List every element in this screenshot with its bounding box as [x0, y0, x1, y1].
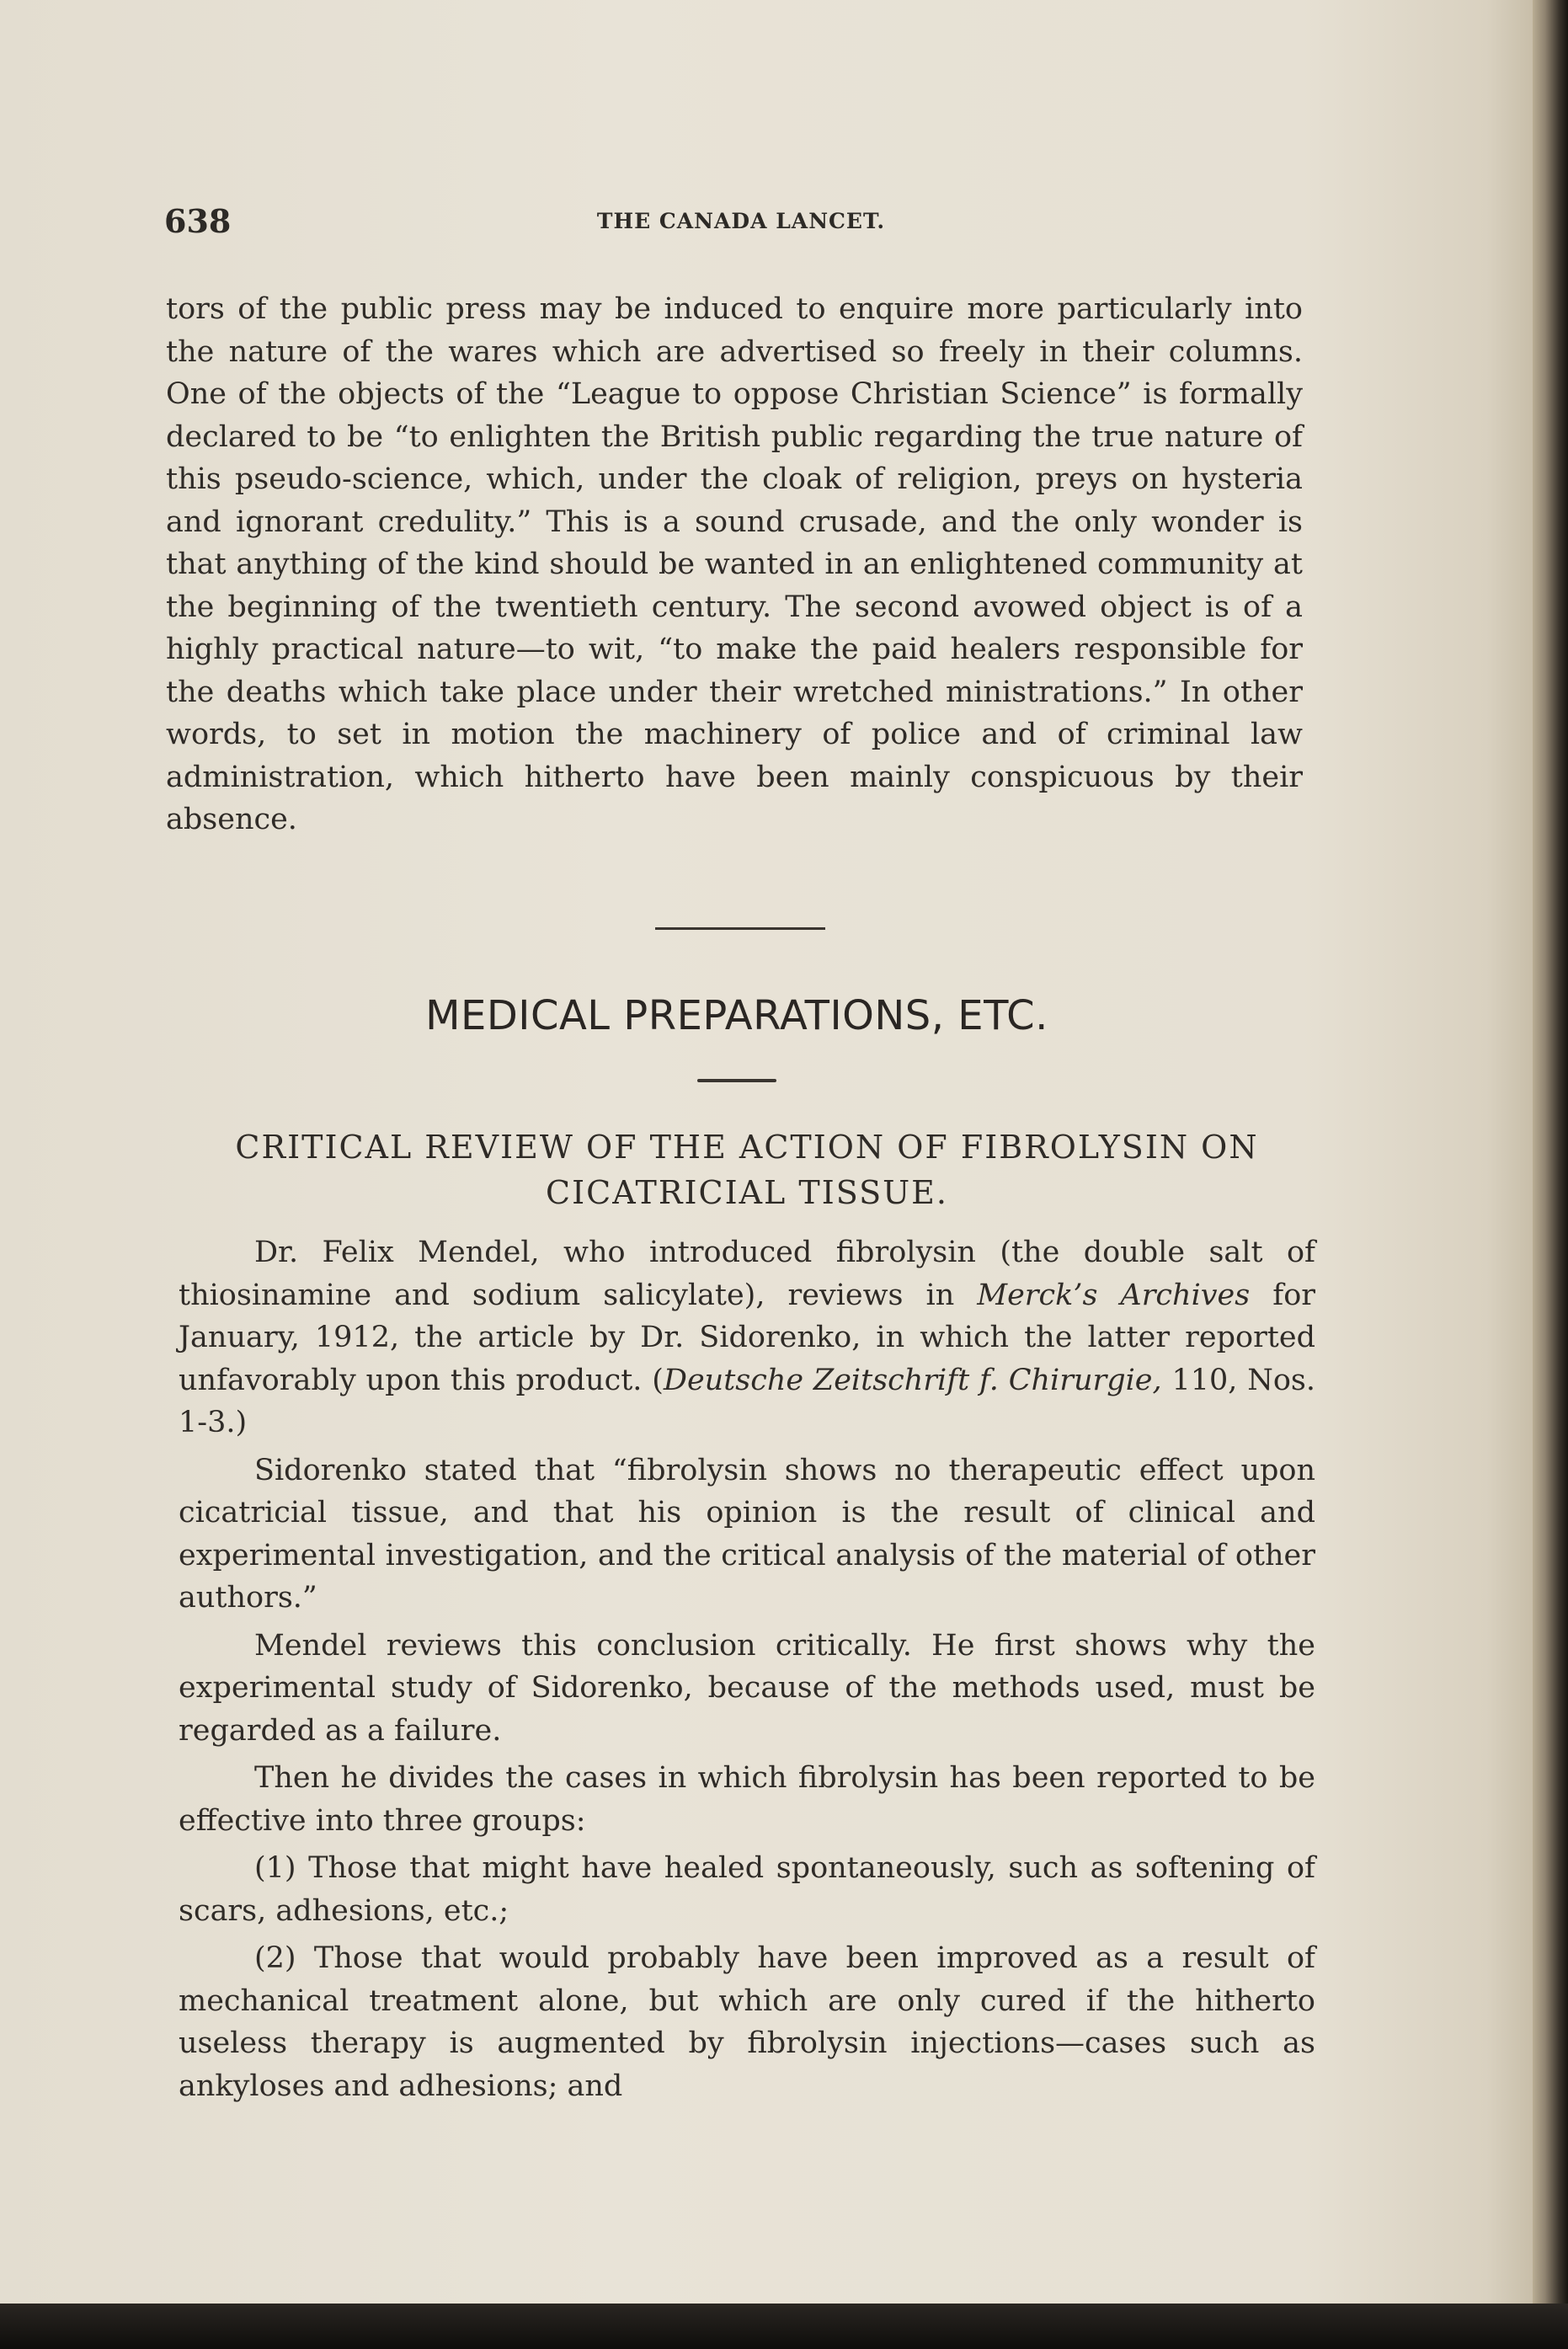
section-title: MEDICAL PREPARATIONS, ETC.: [425, 992, 1048, 1039]
article-paragraph-5: (1) Those that might have healed spontaneously, such as softening of scars, adhesions, etc.;: [179, 1851, 1315, 1928]
article-title: CRITICAL REVIEW OF THE ACTION OF FIBROLYSIN ON CICATRICIAL TISSUE.: [235, 1129, 1259, 1211]
continuation-paragraph: tors of the public press may be induced to enquire more particularly into the nature of the wares which are advertised so freely in their columns. One of the objects of the “League to oppose Christian Science” is formally declared to be “to enlighten the British public regarding the true nature of this pseudo-science, which, under the cloak of religion, preys on hysteria and ignorant credulity.” This is a sound crusade, and the only wonder is that anything of the kind should be wanted in an enlightened community at the beginning of the twentieth century. The second avowed object is of a highly practical nature—to wit, “to make the paid healers responsible for the deaths which take place under their wretched ministrations.” In other words, to set in motion the machinery of police and of criminal law administration, which hitherto have been mainly conspicuous by their absence.: [166, 292, 1303, 836]
article-paragraph-2: Sidorenko stated that “fibrolysin shows no therapeutic effect upon cicatricial tissue, and that his opinion is the result of clinical and experimental investigation, and the critical analysis of the material of other authors.”: [179, 1453, 1315, 1615]
book-spine-shadow: [1533, 0, 1568, 2349]
article-body: [179, 1231, 1315, 2112]
journal-title: Merck’s Archives: [977, 1278, 1251, 1312]
scan-bottom-edge: [0, 2304, 1568, 2349]
running-head: THE CANADA LANCET.: [596, 209, 886, 233]
article-paragraph-3: Mendel reviews this conclusion critically. He first shows why the experimental study of Sidorenko, because of the methods used, must be regarded as a failure.: [179, 1628, 1315, 1748]
section-divider-rule: [655, 927, 825, 930]
article-paragraph-4: Then he divides the cases in which fibrolysin has been reported to be effective into three groups:: [179, 1761, 1315, 1838]
article-paragraph-6: (2) Those that would probably have been improved as a result of mechanical treatment alone, but which are only cured if the hitherto useless therapy is augmented by fibrolysin injections—cases such as ankyloses and adhesions; and: [179, 1941, 1315, 2103]
page-number: 638: [164, 202, 232, 240]
citation-title: Deutsche Zeitschrift f. Chirurgie,: [663, 1363, 1162, 1397]
page-header: [164, 202, 1318, 244]
title-ornament-rule: [697, 1079, 776, 1082]
article-paragraph-1: Dr. Felix Mendel, who introduced fibrolysin (the double salt of thiosinamine and sodium salicylate), reviews in Merck’s Archives for January, 1912, the article by Dr. Sidorenko, in which the latter reported unfavorably upon this product. (Deutsche Zeitschrift f. Chirurgie, 110, Nos. 1-3.): [179, 1236, 1315, 1439]
